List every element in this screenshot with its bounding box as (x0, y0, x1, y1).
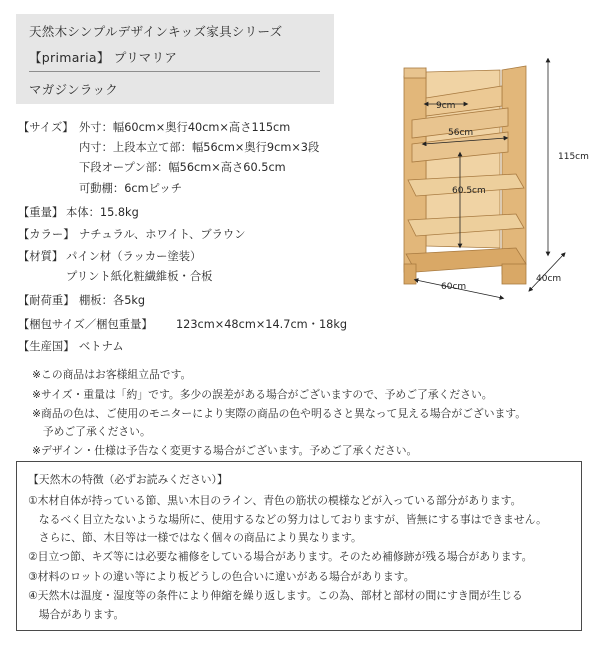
product-name: マガジンラック (29, 82, 119, 97)
spec-material-label: 【材質】 (18, 250, 64, 263)
spec-inner-top: 内寸：上段本立て部：幅56cm×奥行9cm×3段 (79, 141, 320, 154)
title-header (16, 14, 334, 104)
dim-inner-depth: 9cm (436, 101, 456, 111)
notice-line: 場合があります。 (28, 608, 125, 621)
spec-weight: 本体：15.8kg (66, 206, 139, 219)
note-color: ※商品の色は、ご使用のモニターにより実際の商品の色や明るさと異なって見える場合がございます。 (32, 407, 527, 420)
series-title: 天然木シンプルデザインキッズ家具シリーズ (29, 24, 283, 39)
magazine-rack-diagram (396, 58, 586, 308)
notice-line: ③材料のロットの違い等により板どうしの色合いに違いがある場合があります。 (28, 570, 415, 583)
spec-size: 外寸：幅60cm×奥行40cm×高さ115cm (79, 121, 291, 134)
dim-open-height: 60.5cm (452, 186, 486, 196)
note-assembly: ※この商品はお客様組立品です。 (32, 368, 192, 381)
dim-height: 115cm (558, 152, 589, 162)
note-design: ※デザイン・仕様は予告なく変更する場合がございます。予めご了承ください。 (32, 444, 418, 457)
spec-material: パイン材（ラッカー塗装） (66, 250, 202, 263)
spec-package: 123cm×48cm×14.7cm・18kg (176, 318, 348, 331)
note-color-2: 予めご了承ください。 (32, 425, 151, 438)
notice-line: ②目立つ節、キズ等には必要な補修をしている場合があります。そのため補修跡が残る場合があります。 (28, 550, 533, 563)
notice-line: ④天然木は温度・湿度等の条件により伸縮を繰り返します。この為、部材と部材の間にすき間が生じる (28, 589, 523, 602)
depth-arrow (530, 254, 564, 290)
spec-color: ナチュラル、ホワイト、ブラウン (79, 228, 246, 241)
spec-load-label: 【耐荷重】 (18, 294, 75, 307)
notice-title: 【天然木の特徴（必ずお読みください）】 (28, 473, 228, 486)
spec-origin: ベトナム (79, 340, 124, 353)
rack-illustration (404, 66, 526, 284)
natural-wood-notice (16, 461, 582, 631)
spec-package-label: 【梱包サイズ／梱包重量】 (18, 318, 153, 331)
note-approx: ※サイズ・重量は「約」です。多少の誤差がある場合がございますので、予めご了承ください。 (32, 388, 493, 401)
dim-depth: 40cm (536, 274, 562, 284)
header-divider (29, 71, 320, 72)
spec-origin-label: 【生産国】 (18, 340, 75, 353)
dim-inner-width: 56cm (448, 128, 474, 138)
spec-shelf-pitch: 可動棚：6cmピッチ (79, 182, 183, 195)
notice-line: ①木材自体が持っている節、黒い木目のライン、青色の筋状の模様などが入っている部分があります。 (28, 494, 522, 507)
spec-weight-label: 【重量】 (18, 206, 64, 219)
spec-inner-bottom: 下段オープン部：幅56cm×高さ60.5cm (79, 161, 286, 174)
spec-size-label: 【サイズ】 (18, 121, 74, 134)
notice-line: さらに、節、木目等は一様ではなく個々の商品により異なります。 (28, 531, 362, 544)
brand-title: 【primaria】 プリマリア (29, 50, 178, 65)
spec-material-2: プリント紙化粧繊維板・合板 (66, 270, 213, 283)
spec-color-label: 【カラー】 (18, 228, 75, 241)
dim-width: 60cm (441, 282, 467, 292)
notice-line: なるべく目立たないような場所に、使用するなどの努力はしておりますが、皆無にする事はできません。 (28, 513, 547, 526)
spec-load: 棚板：各5kg (79, 294, 146, 307)
